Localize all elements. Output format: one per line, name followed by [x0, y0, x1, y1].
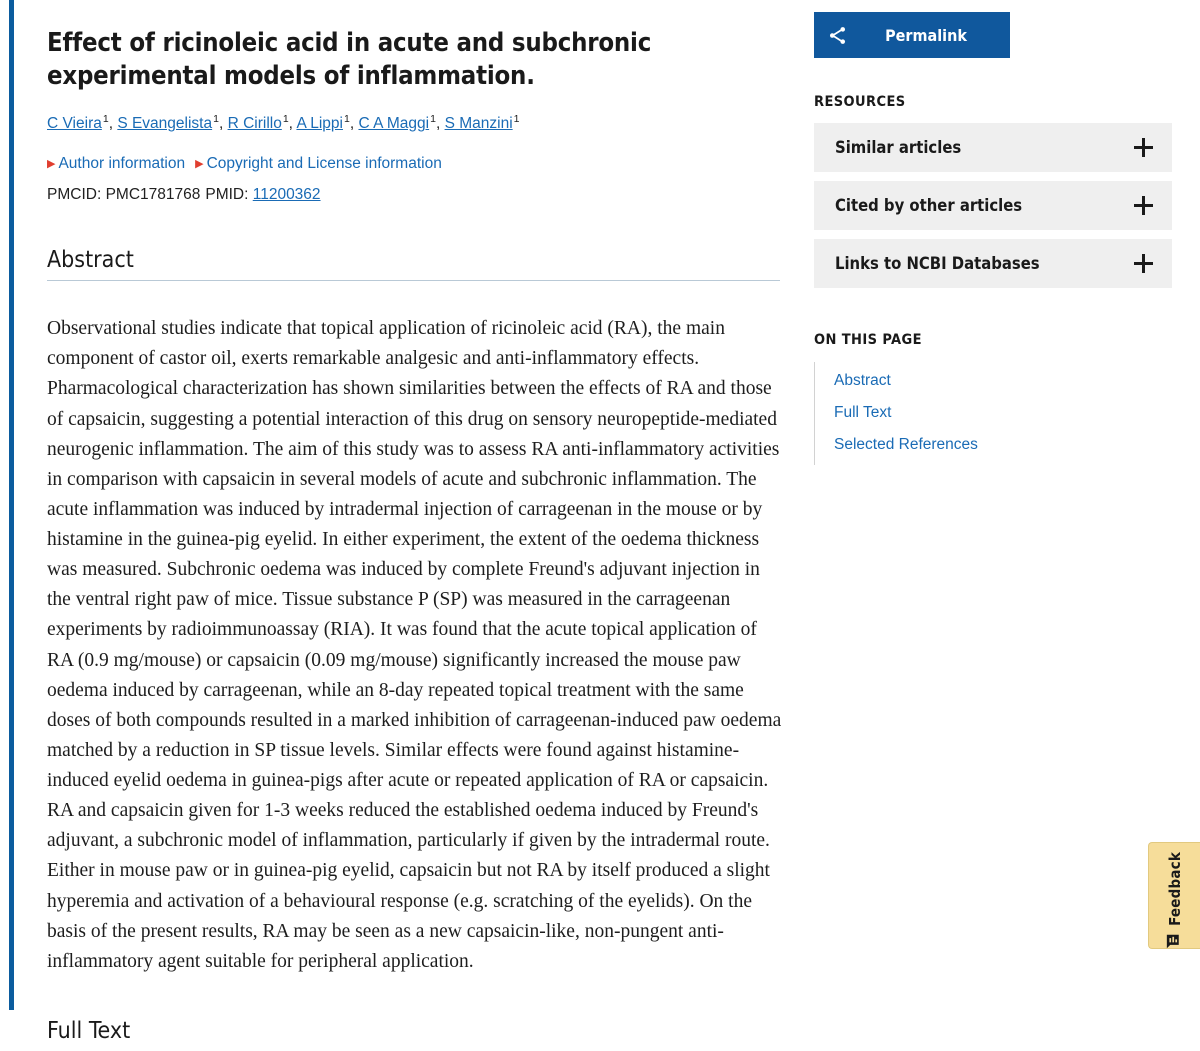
share-icon [814, 25, 860, 46]
plus-icon [1134, 254, 1153, 273]
author-link-4[interactable]: A Lippi [296, 115, 343, 133]
accordion-item-similar-articles[interactable] [814, 123, 1172, 172]
permalink-button-label: Permalink [885, 25, 967, 45]
author-affiliation-marker: 1 [213, 113, 219, 126]
copyright-license-information-link[interactable]: Copyright and License information [206, 154, 442, 172]
fulltext-heading: Full Text [47, 1017, 131, 1044]
author-link-6[interactable]: S Manzini [444, 115, 513, 133]
article-info-links [47, 153, 787, 175]
resources-accordion [814, 123, 1172, 288]
feedback-tab-label: Feedback [1165, 852, 1184, 926]
permalink-button[interactable] [814, 12, 1010, 58]
accordion-label: Cited by other articles [835, 196, 1023, 215]
on-this-page-nav [814, 362, 1172, 465]
left-accent-rail [9, 0, 14, 1010]
author-information-link[interactable]: Author information [58, 154, 186, 172]
pmcid-value: PMC1781768 [105, 186, 201, 204]
accordion-label: Similar articles [835, 138, 962, 157]
abstract-text: Observational studies indicate that topical application of ricinoleic acid (RA), the main component of castor oil, exerts remarkable analgesic and anti-inflammatory effects. Pharmacological characterization has shown similarities between the effects of RA and those of capsaicin, suggesting a potential interaction of this drug on sensory neuropeptide-mediated neurogenic inflammation. The aim of this study was to assess RA anti-inflammatory activities in comparison with capsaicin in several models of acute and subchronic inflammation. The acute inflammation was induced by intradermal injection of carrageenan in the mouse or by histamine in the guinea-pig eyelid. In either experiment, the extent of the oedema thickness was measured. Subchronic oedema was induced by complete Freund's adjuvant injection in the ventral right paw of mice. Tissue substance P (SP) was measured in the carrageenan experiments by radioimmunoassay (RIA). It was found that the acute topical application of RA (0.9 mg/mouse) or capsaicin (0.09 mg/mouse) significantly increased the mouse paw oedema induced by carrageenan, while an 8-day repeated topical treatment with the same doses of both compounds resulted in a marked inhibition of carrageenan-induced paw oedema matched by a reduction in SP tissue levels. Similar effects were found against histamine-induced eyelid oedema in guinea-pigs after acute or repeated application of RA or capsaicin. RA and capsaicin given for 1-3 weeks reduced the established oedema induced by Freund's adjuvant, a subchronic model of inflammation, particularly if given by the intradermal route. Either in mouse paw or in guinea-pig eyelid, capsaicin but not RA by itself produced a slight hyperemia and activation of a behavioural response (e.g. scratching of the eyelids). On the basis of the present results, RA may be seen as a new capsaicin-like, non-pungent anti-inflammatory agent suitable for peripheral application. [47, 318, 782, 972]
sidebar [814, 0, 1172, 465]
author-link-2[interactable]: S Evangelista [117, 115, 213, 133]
author-affiliation-marker: 1 [513, 113, 520, 126]
triangle-right-icon: ▶ [47, 157, 56, 170]
pmid-link[interactable]: 11200362 [252, 186, 321, 204]
pmid-label: PMID: [205, 186, 249, 204]
author-link-3[interactable]: R Cirillo [227, 115, 282, 133]
resources-heading: RESOURCES [814, 94, 906, 110]
on-this-page-link-full-text[interactable]: Full Text [834, 404, 892, 421]
article-identifiers [47, 186, 787, 204]
accordion-label: Links to NCBI Databases [835, 254, 1040, 273]
author-link-1[interactable]: C Vieira [47, 115, 102, 133]
triangle-right-icon: ▶ [195, 157, 204, 170]
accordion-item-cited-by-other-articles[interactable] [814, 181, 1172, 230]
bar-chart-icon [1166, 933, 1183, 955]
author-affiliation-marker: 1 [102, 113, 109, 126]
main-content-column [47, 0, 787, 1051]
abstract-heading: Abstract [47, 247, 780, 281]
plus-icon [1134, 196, 1153, 215]
plus-icon [1134, 138, 1153, 157]
on-this-page-heading: ON THIS PAGE [814, 332, 922, 348]
author-affiliation-marker: 1 [282, 113, 289, 126]
author-affiliation-marker: 1 [343, 113, 350, 126]
pmcid-label: PMCID: [47, 186, 102, 204]
author-link-5[interactable]: C A Maggi [358, 115, 430, 133]
page-title: Effect of ricinoleic acid in acute and subchronic experimental models of inflammation. [47, 28, 652, 92]
author-list: C Vieira$^1$, S Evangelista$^1$, R Cirillo$^1$, A Lippi$^1$, C A Maggi$^1$, S Manzini$^1$ [47, 113, 520, 133]
author-affiliation-marker: 1 [430, 113, 436, 126]
accordion-item-links-to-ncbi-databases[interactable] [814, 239, 1172, 288]
on-this-page-link-selected-references[interactable]: Selected References [834, 436, 978, 453]
feedback-tab[interactable] [1148, 842, 1200, 949]
on-this-page-link-abstract[interactable]: Abstract [834, 372, 891, 389]
